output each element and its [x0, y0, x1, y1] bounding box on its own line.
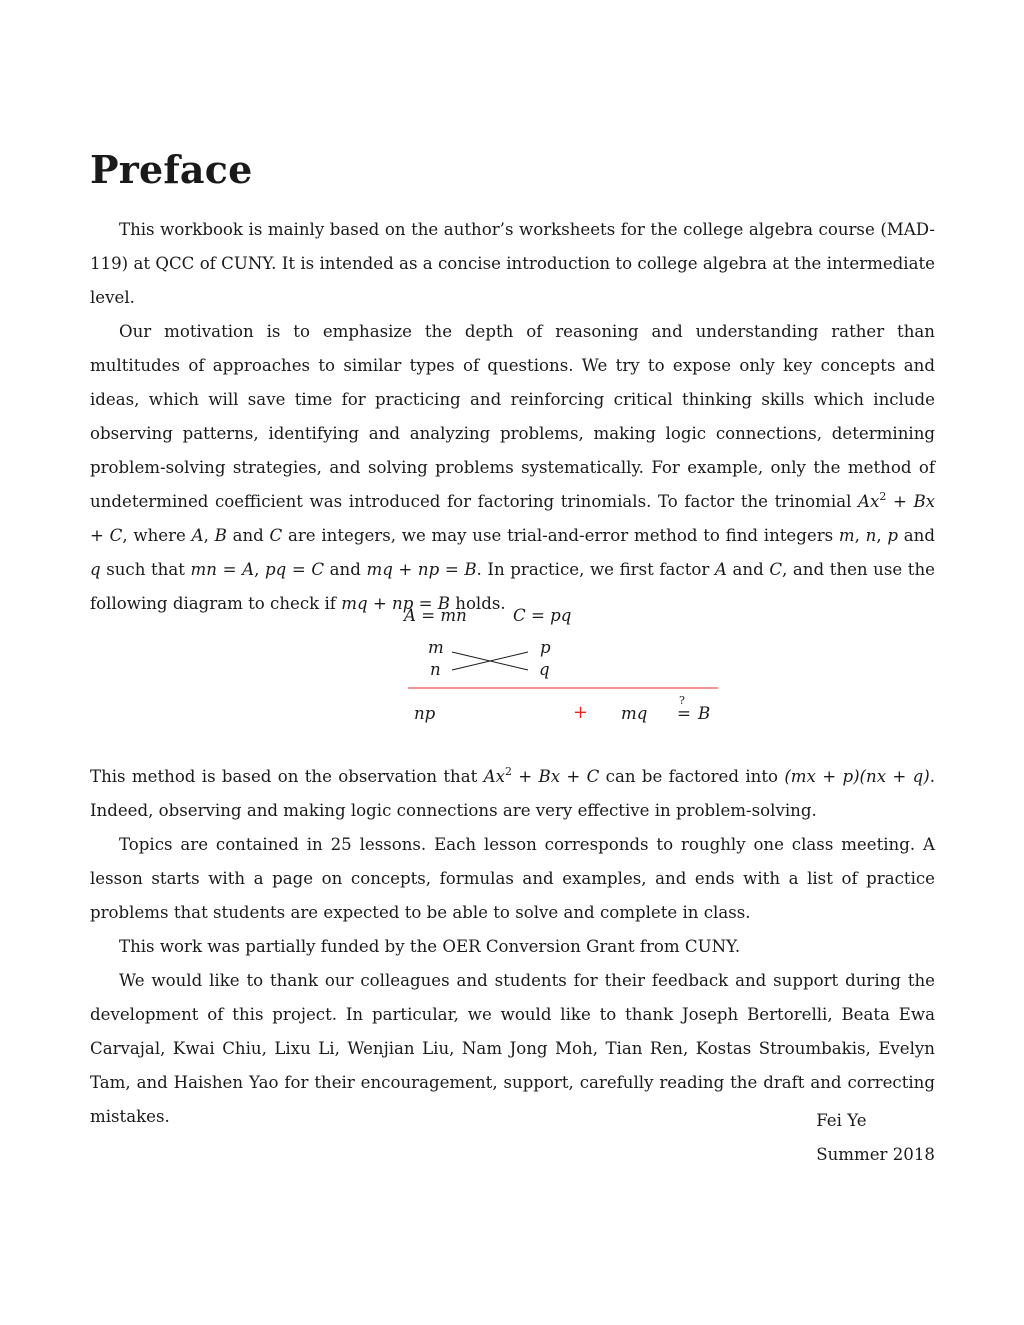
paragraph-2-text-e: and	[324, 560, 367, 579]
var-n: n	[865, 526, 877, 545]
diagram-mq: mq	[621, 704, 648, 723]
separator: ,	[876, 526, 888, 545]
conjunction: and	[726, 560, 770, 579]
diagram-plus: +	[573, 702, 589, 723]
paragraph-2-text-a: Our motivation is to emphasize the depth of reasoning and understanding rather than multitudes of approaches to similar types of questions. We try to expose only key concepts and ideas, which will save time for practicing and reinforcing critical thinking skills which include observing patterns, identifying and analyzing problems, making logic connections, determining problem-solving strategies, and solving problems systematically. For example, only the method of undetermined coefficient was introduced for factoring trinomials. To factor the trinomial	[90, 322, 935, 511]
diagram-np: np	[414, 704, 436, 723]
diagram-question-mark: ?	[679, 694, 685, 707]
equation-mq-np-b: mq + np = B	[366, 560, 477, 579]
diagram-q: q	[539, 660, 550, 679]
intro-block	[90, 213, 935, 621]
page-title: Preface	[90, 147, 253, 192]
paragraph-2-text-c: are integers, we may use trial-and-error method to find integers	[282, 526, 839, 545]
paragraph-3-text-c: . Indeed, observing and making logic connections are very effective in problem-solving.	[90, 767, 935, 820]
cross-factoring-diagram	[400, 596, 711, 736]
trinomial-exponent: 2	[879, 490, 887, 503]
diagram-lines	[400, 596, 640, 736]
diagram-c-eq-pq: C = pq	[513, 606, 572, 625]
var-b: B	[214, 526, 227, 545]
diagram-b: B	[698, 704, 711, 723]
conjunction: and	[898, 526, 935, 545]
equation-mn-a: mn = A	[190, 560, 255, 579]
paragraph-2	[90, 315, 935, 621]
paragraph-2-text-f: . In practice, we first factor	[476, 560, 715, 579]
diagram-m: m	[428, 638, 444, 657]
signature	[816, 1104, 935, 1172]
trinomial-expression	[484, 767, 600, 786]
equation-pq-c: pq = C	[264, 560, 325, 579]
author-name: Fei Ye	[816, 1111, 867, 1130]
conjunction: and	[226, 526, 270, 545]
diagram-p: p	[540, 638, 551, 657]
var-c: C	[769, 560, 783, 579]
paragraph-2-text-b: , where	[122, 526, 192, 545]
var-p: p	[887, 526, 899, 545]
trinomial-rest: + Bx + C	[90, 492, 935, 545]
diagram-equals: =	[677, 704, 691, 723]
var-a: A	[191, 526, 204, 545]
equation-mq-np-b: mq + np = B	[341, 594, 450, 613]
trinomial-rest: + Bx + C	[511, 767, 600, 786]
paragraph-6: We would like to thank our colleagues and students for their feedback and support during the development of this project. In particular, we would like to thank Joseph Bertorelli, Beata Ewa Carvajal, Kwai Chiu, Lixu Li, Wenjian Liu, Nam Jong Moh, Tian Ren, Kostas Stroumbakis, Evelyn Tam, and Haishen Yao for their encouragement, support, carefully reading the draft and correcting mistakes.	[90, 971, 935, 1126]
paragraph-2-text-h: holds.	[449, 594, 506, 613]
separator: ,	[203, 526, 215, 545]
paragraph-3-text-b: can be factored into	[599, 767, 785, 786]
trinomial-exponent: 2	[504, 765, 512, 778]
paragraph-2-text-d: such that	[100, 560, 191, 579]
paragraph-1: This workbook is mainly based on the author’s worksheets for the college algebra course (MAD-119) at QCC of CUNY. It is intended as a concise introduction to college algebra at the intermediate level.	[90, 220, 935, 307]
trinomial-ax: Ax	[483, 767, 505, 786]
var-c: C	[269, 526, 283, 545]
separator: ,	[254, 560, 265, 579]
paragraph-2-text-g: , and then use the following diagram to check if	[90, 560, 935, 613]
paragraph-3-text-a: This method is based on the observation that	[90, 767, 484, 786]
signature-date: Summer 2018	[816, 1145, 935, 1164]
paragraph-5: This work was partially funded by the OER Conversion Grant from CUNY.	[119, 937, 741, 956]
var-m: m	[838, 526, 855, 545]
diagram-n: n	[430, 660, 441, 679]
paragraph-4: Topics are contained in 25 lessons. Each lesson corresponds to roughly one class meeting. A lesson starts with a page on concepts, formulas and examples, and ends with a list of practice problems that students are expected to be able to solve and complete in class.	[90, 835, 935, 922]
factored-form: (mx + p)(nx + q)	[784, 767, 930, 786]
var-q: q	[90, 560, 101, 579]
diagram-a-eq-mn: A = mn	[404, 606, 467, 625]
closing-block	[90, 760, 935, 1134]
separator: ,	[854, 526, 866, 545]
var-a: A	[714, 560, 727, 579]
paragraph-3	[90, 760, 935, 828]
trinomial-ax: Ax	[858, 492, 880, 511]
